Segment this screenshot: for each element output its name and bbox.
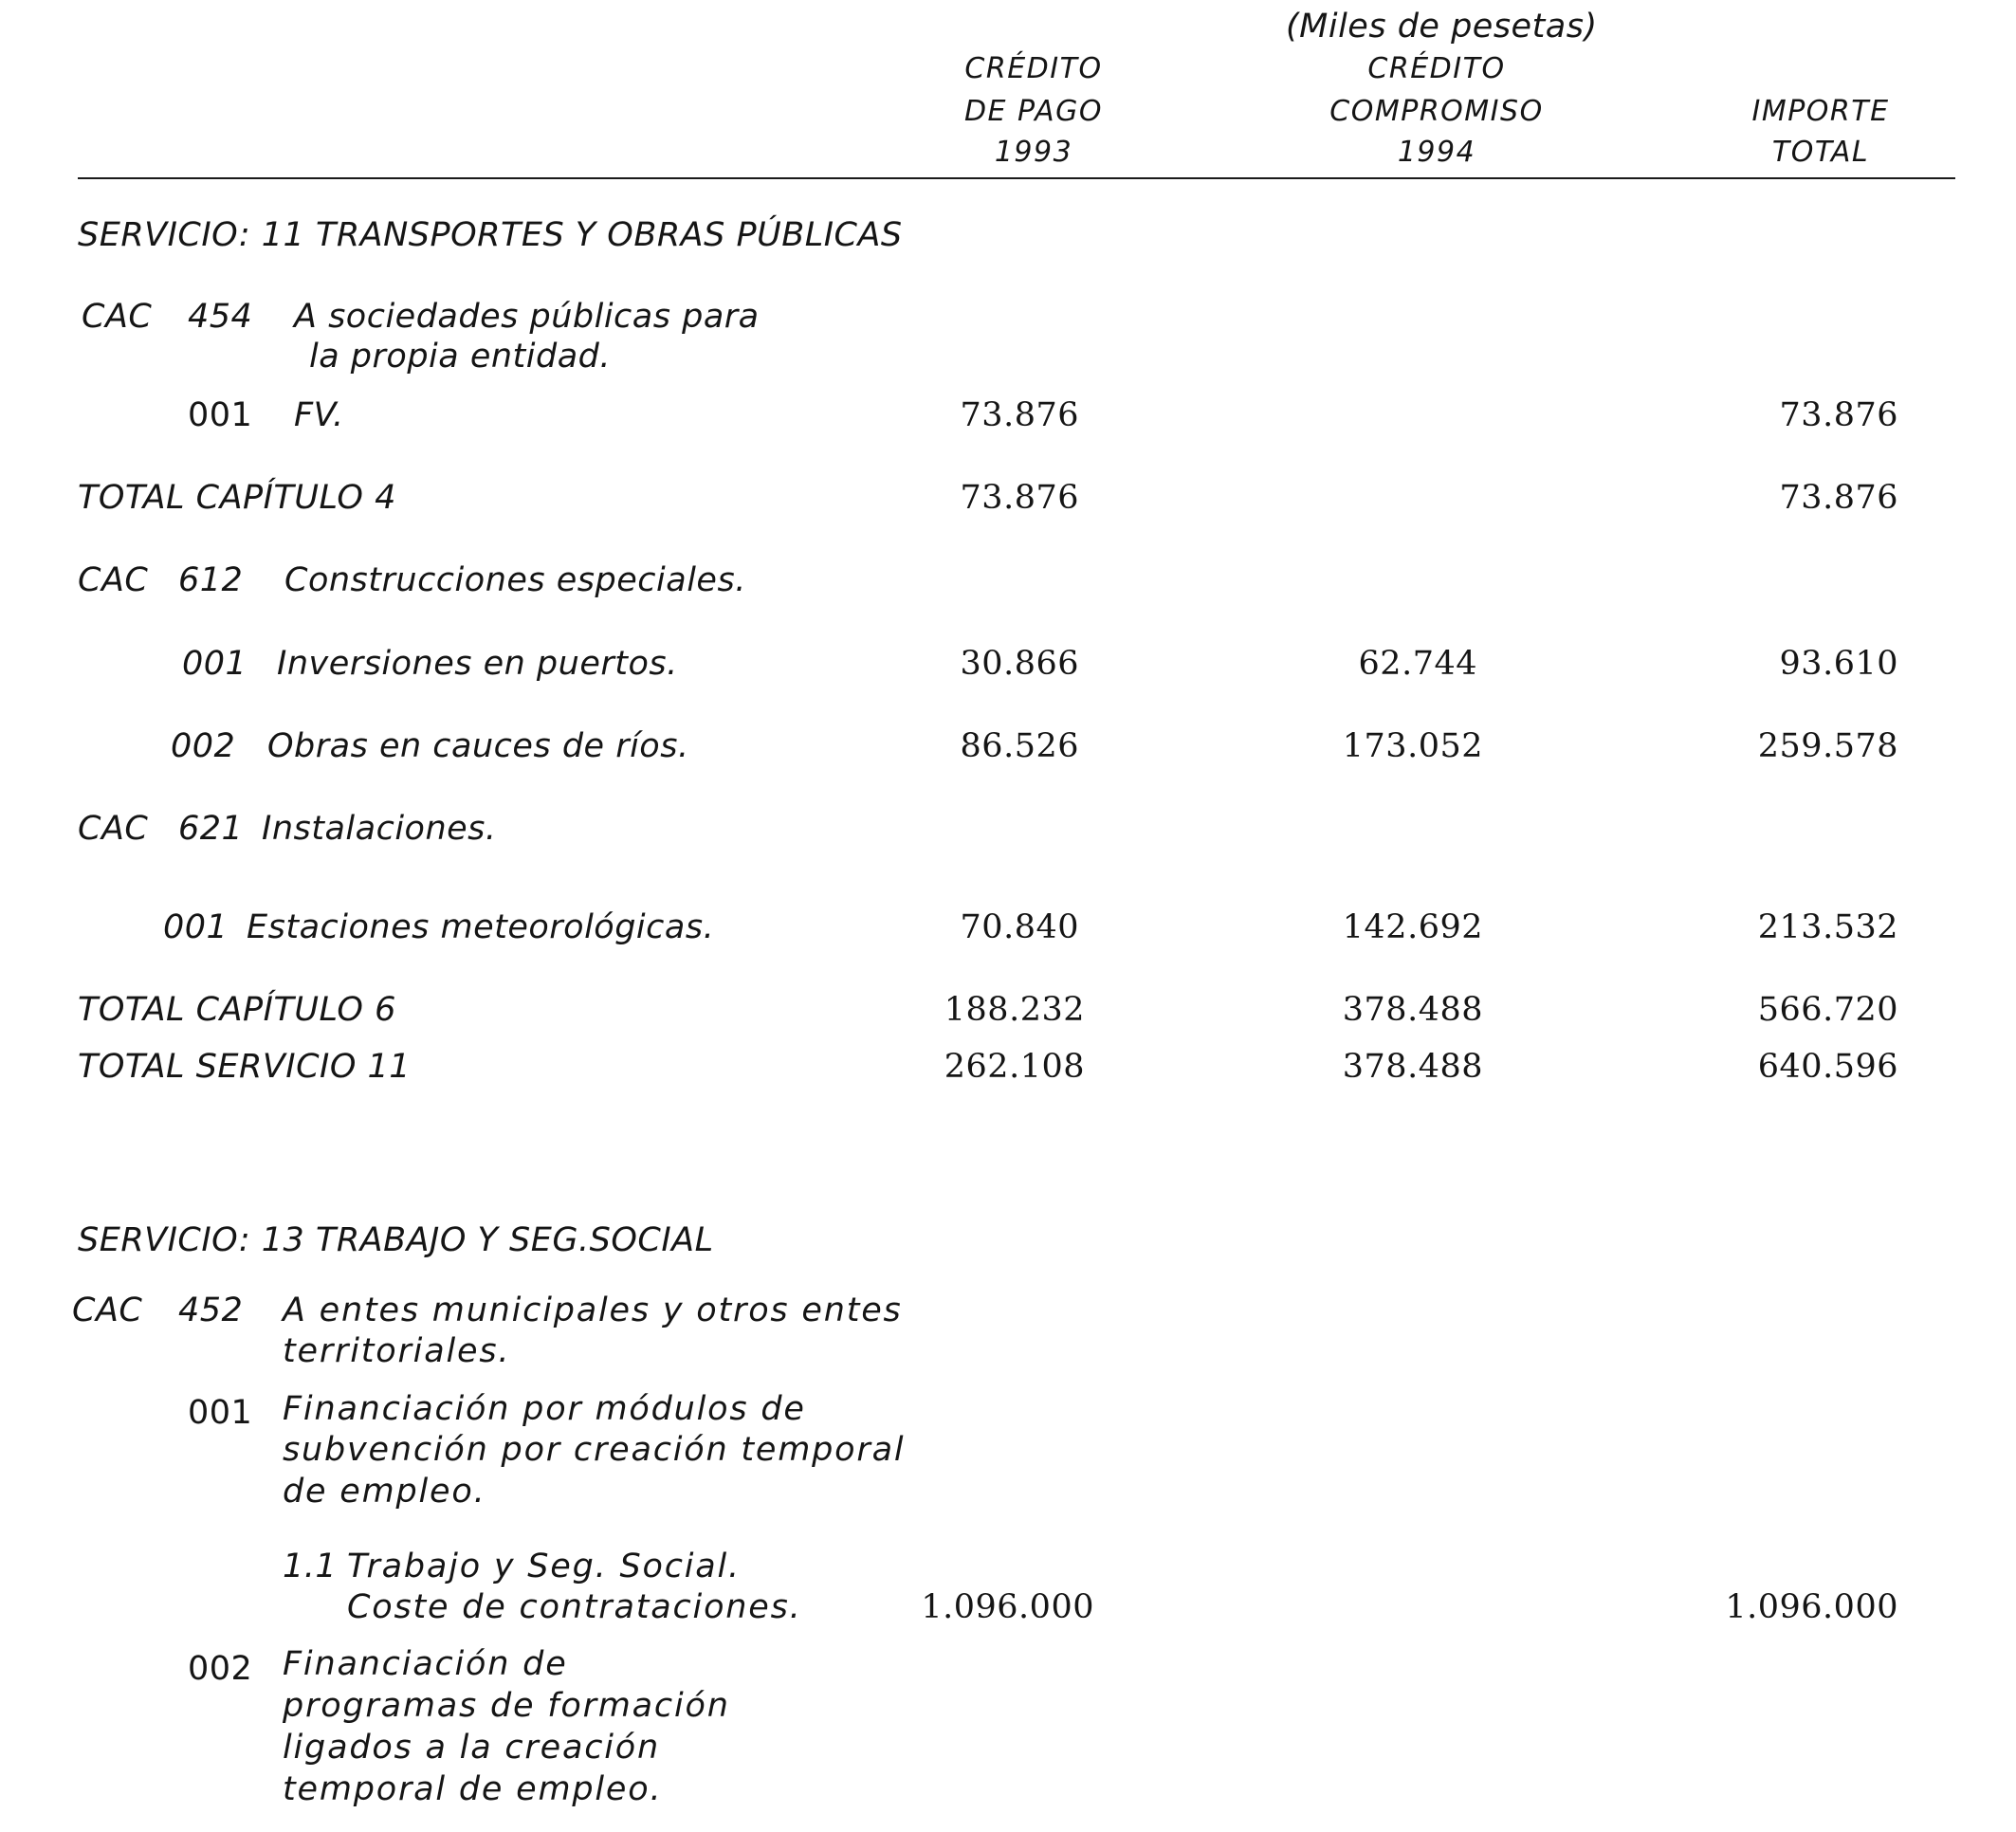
header-rule — [78, 177, 1955, 179]
row-454-001-importe-total: 73.876 — [1779, 396, 1898, 434]
col2-header-line1: CRÉDITO — [1367, 52, 1506, 85]
row-452-001-desc-line3: de empleo. — [283, 1473, 486, 1511]
row-454-001-credito-pago: 73.876 — [960, 396, 1079, 434]
row-454-001-desc: FV. — [294, 396, 344, 434]
total-capitulo-6-credito-pago: 188.232 — [944, 991, 1085, 1029]
row-612-001-credito-compromiso: 62.744 — [1358, 645, 1477, 683]
servicio13-title: SERVICIO: 13 TRABAJO Y SEG.SOCIAL — [78, 1221, 714, 1259]
total-capitulo-6-credito-compromiso: 378.488 — [1342, 991, 1483, 1029]
units-label: (Miles de pesetas) — [1286, 8, 1598, 46]
cac621-label: CAC — [78, 810, 149, 848]
row-612-002-credito-compromiso: 173.052 — [1342, 727, 1483, 765]
cac612-code: 612 — [178, 561, 244, 599]
col1-header-line2: DE PAGO — [963, 95, 1104, 128]
total-servicio-11-importe-total: 640.596 — [1757, 1048, 1898, 1086]
cac452-code: 452 — [178, 1292, 244, 1329]
cac454-desc-line1: A sociedades públicas para — [294, 298, 760, 336]
row-1-1-desc-line1: Trabajo y Seg. Social. — [347, 1548, 741, 1585]
row-612-001-code: 001 — [182, 645, 247, 683]
servicio11-title: SERVICIO: 11 TRANSPORTES Y OBRAS PÚBLICAS — [78, 216, 903, 254]
row-452-001-desc-line2: subvención por creación temporal — [283, 1431, 906, 1469]
cac612-label: CAC — [78, 561, 149, 599]
row-621-001-credito-compromiso: 142.692 — [1342, 908, 1483, 946]
total-capitulo-4-credito-pago: 73.876 — [960, 479, 1079, 517]
col2-header-line3: 1994 — [1397, 136, 1476, 169]
total-servicio-11-credito-compromiso: 378.488 — [1342, 1048, 1483, 1086]
row-621-001-credito-pago: 70.840 — [960, 908, 1079, 946]
row-612-002-credito-pago: 86.526 — [960, 727, 1079, 765]
total-servicio-11-label: TOTAL SERVICIO 11 — [78, 1048, 412, 1086]
row-621-001-importe-total: 213.532 — [1757, 908, 1898, 946]
row-612-001-desc: Inversiones en puertos. — [277, 645, 678, 683]
cac621-code: 621 — [178, 810, 244, 848]
cac454-desc-line2: la propia entidad. — [309, 338, 612, 376]
row-612-001-credito-pago: 30.866 — [960, 645, 1079, 683]
row-452-002-code: 002 — [188, 1650, 253, 1688]
row-452-001-desc-line1: Financiación por módulos de — [283, 1390, 806, 1428]
col2-header-line2: COMPROMISO — [1329, 95, 1544, 128]
total-servicio-11-credito-pago: 262.108 — [944, 1048, 1085, 1086]
row-1-1-importe-total: 1.096.000 — [1725, 1588, 1898, 1626]
row-452-002-desc-line1: Financiación de — [283, 1645, 568, 1683]
col1-header-line1: CRÉDITO — [964, 52, 1103, 85]
cac454-code: 454 — [188, 298, 253, 336]
row-612-002-desc: Obras en cauces de ríos. — [267, 727, 689, 765]
row-454-001-code: 001 — [188, 396, 253, 434]
row-452-002-desc-line4: temporal de empleo. — [283, 1770, 663, 1808]
col1-header-line3: 1993 — [994, 136, 1073, 169]
cac452-desc-line1: A entes municipales y otros entes — [283, 1292, 903, 1329]
row-452-002-desc-line3: ligados a la creación — [283, 1729, 660, 1767]
total-capitulo-6-label: TOTAL CAPÍTULO 6 — [78, 991, 396, 1029]
row-1-1-desc-line2: Coste de contrataciones. — [347, 1588, 802, 1626]
row-612-001-importe-total: 93.610 — [1779, 645, 1898, 683]
col3-header-line2: TOTAL — [1771, 136, 1870, 169]
row-452-002-desc-line2: programas de formación — [283, 1687, 730, 1725]
row-612-002-importe-total: 259.578 — [1757, 727, 1898, 765]
total-capitulo-4-importe-total: 73.876 — [1779, 479, 1898, 517]
row-452-001-code: 001 — [188, 1394, 253, 1432]
col3-header-line1: IMPORTE — [1751, 95, 1890, 128]
row-621-001-desc: Estaciones meteorológicas. — [247, 908, 715, 946]
row-612-002-code: 002 — [171, 727, 236, 765]
cac612-desc: Construcciones especiales. — [284, 561, 746, 599]
cac454-label: CAC — [82, 298, 153, 336]
cac452-label: CAC — [72, 1292, 143, 1329]
row-1-1-code: 1.1 — [283, 1548, 338, 1585]
total-capitulo-6-importe-total: 566.720 — [1757, 991, 1898, 1029]
row-1-1-credito-pago: 1.096.000 — [921, 1588, 1094, 1626]
cac452-desc-line2: territoriales. — [283, 1332, 511, 1370]
row-621-001-code: 001 — [163, 908, 229, 946]
cac621-desc: Instalaciones. — [262, 810, 497, 848]
total-capitulo-4-label: TOTAL CAPÍTULO 4 — [78, 479, 396, 517]
